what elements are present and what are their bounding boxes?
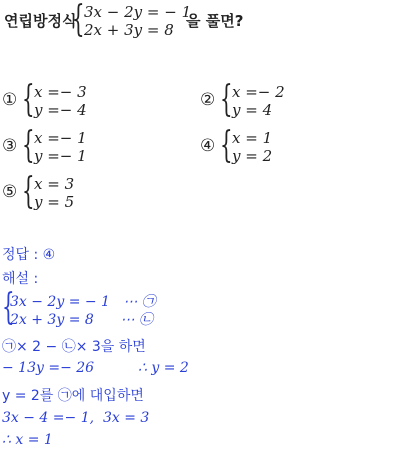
choice-x: x =− 1 (34, 129, 87, 147)
left-brace-icon: { (220, 125, 233, 166)
left-brace-icon: { (72, 0, 85, 40)
solution-step-2-result: ∴ y = 2 (138, 360, 189, 376)
answer-line: 정답 : ④ (2, 247, 56, 263)
choice-5[interactable] (0, 172, 180, 214)
choice-3[interactable] (0, 126, 180, 168)
choice-1[interactable] (0, 80, 180, 122)
choice-number: ① (2, 90, 18, 110)
solution-eq1: 3x − 2y = − 1 ⋯ ㉠ (10, 294, 156, 310)
question-eq1: 3x − 2y = − 1 (84, 3, 192, 21)
choice-2[interactable] (200, 80, 380, 122)
choice-y: y = 5 (34, 193, 75, 211)
left-brace-icon: { (22, 125, 35, 166)
left-brace-icon: { (2, 287, 15, 328)
choice-number: ③ (2, 136, 18, 156)
choice-x: x = 1 (232, 129, 273, 147)
solution-eq2: 2x + 3y = 8 ⋯ ㉡ (10, 312, 153, 328)
choice-y: y =− 1 (34, 147, 87, 165)
choice-x: x =− 2 (232, 83, 285, 101)
solution-step-4: 3x − 4 =− 1, 3x = 3 (2, 410, 150, 426)
choice-x: x =− 3 (34, 83, 87, 101)
choice-number: ⑤ (2, 182, 18, 202)
solution-step-1: ㉠× 2 − ㉡× 3을 하면 (2, 339, 146, 355)
choice-number: ④ (200, 136, 216, 156)
explanation-label: 해설 : (2, 271, 39, 287)
solution-step-2: − 13y =− 26 (2, 360, 95, 376)
choice-y: y = 4 (232, 101, 273, 119)
choice-y: y = 2 (232, 147, 273, 165)
question-suffix: 을 풀면? (186, 12, 244, 30)
left-brace-icon: { (220, 79, 233, 120)
choice-4[interactable] (200, 126, 380, 168)
question-eq2: 2x + 3y = 8 (84, 21, 174, 39)
solution-step-3: y = 2를 ㉠에 대입하면 (2, 388, 144, 404)
choice-x: x = 3 (34, 175, 75, 193)
question-prefix: 연립방정식 (4, 12, 77, 30)
choice-y: y =− 4 (34, 101, 87, 119)
solution-step-5: ∴ x = 1 (2, 432, 53, 448)
left-brace-icon: { (22, 79, 35, 120)
left-brace-icon: { (22, 171, 35, 212)
question-system (72, 2, 192, 42)
solution-system (2, 287, 222, 330)
choice-number: ② (200, 90, 216, 110)
